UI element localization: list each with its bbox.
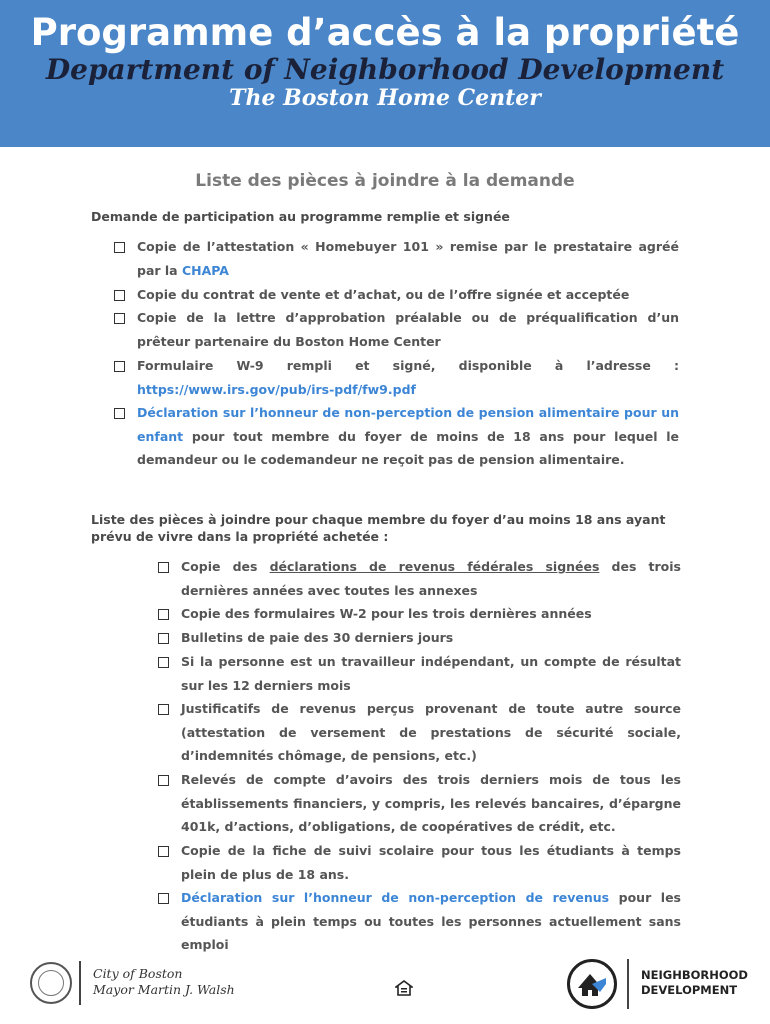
irs-link[interactable]: https://www.irs.gov/pub/irs-pdf/fw9.pdf xyxy=(137,381,416,397)
checkbox[interactable] xyxy=(158,562,169,573)
checkbox[interactable] xyxy=(114,313,125,324)
item-text: Bulletins de paie des 30 derniers jours xyxy=(181,630,454,645)
list-title: Liste des pièces à joindre à la demande xyxy=(195,171,575,191)
header-banner xyxy=(0,0,770,147)
city-info xyxy=(93,966,235,998)
neighborhood-development-logo-icon xyxy=(567,959,617,1009)
section1-heading: Demande de participation au programme remplie et signée xyxy=(91,209,510,224)
department-name: Department of Neighborhood Development xyxy=(45,53,725,86)
divider xyxy=(627,959,629,1009)
checkbox[interactable] xyxy=(114,361,125,372)
child-support-declaration-link[interactable]: Déclaration sur l’honneur de non-perception de pension alimentaire pour un enfant xyxy=(137,405,679,444)
item-text: Copie des formulaires W-2 pour les trois dernières années xyxy=(181,606,592,621)
city-name: City of Boston xyxy=(93,966,183,981)
mayor-name: Mayor Martin J. Walsh xyxy=(93,982,235,997)
list-item xyxy=(181,555,681,602)
checkbox[interactable] xyxy=(114,290,125,301)
list-item xyxy=(181,626,681,650)
list-item xyxy=(181,768,681,839)
neighborhood-development-wordmark xyxy=(641,968,748,998)
item-text: Relevés de compte d’avoirs des trois derniers mois de tous les établissements financiers, y compris, les relevés bancaires, d’épargne 401k, d’actions, d’obligations, de coopératives de crédit, etc. xyxy=(181,772,681,834)
checkbox[interactable] xyxy=(158,657,169,668)
list-item xyxy=(181,839,681,886)
item-text: pour tout membre du foyer de moins de 18 ans pour lequel le demandeur ou le codemandeur ne reçoit pas de pension alimentaire. xyxy=(137,428,679,467)
city-seal-icon xyxy=(30,962,72,1004)
nd-line-1: NEIGHBORHOOD xyxy=(641,968,748,982)
checkbox[interactable] xyxy=(114,242,125,253)
checkbox[interactable] xyxy=(158,775,169,786)
checkbox[interactable] xyxy=(158,893,169,904)
list-item xyxy=(181,602,681,626)
item-text: Si la personne est un travailleur indépendant, un compte de résultat sur les 12 derniers mois xyxy=(181,654,681,693)
page-title: Programme d’accès à la propriété xyxy=(30,11,740,54)
checkbox[interactable] xyxy=(158,633,169,644)
center-name: The Boston Home Center xyxy=(229,85,541,111)
income-declaration-link[interactable]: Déclaration sur l’honneur de non-perception de revenus xyxy=(181,890,610,905)
list-item xyxy=(137,283,679,307)
nd-line-2: DEVELOPMENT xyxy=(641,983,738,997)
tax-returns-link[interactable]: déclarations de revenus fédérales signées xyxy=(269,559,600,574)
checkbox[interactable] xyxy=(158,704,169,715)
item-text: Justificatifs de revenus perçus provenant de toute autre source (attestation de versement de prestations de sécurité sociale, d’indemnités chômage, de pensions, etc.) xyxy=(181,701,681,763)
list-item xyxy=(181,886,681,957)
item-text: Copie de l’attestation « Homebuyer 101 » remise par le prestataire agréé par la xyxy=(137,239,679,278)
checkbox[interactable] xyxy=(158,846,169,857)
item-text: pour les étudiants à plein temps ou toutes les personnes actuellement sans emploi xyxy=(181,890,681,952)
list-item xyxy=(137,354,679,401)
item-text: Copie des xyxy=(181,559,270,574)
divider xyxy=(79,961,81,1005)
list-item xyxy=(137,235,679,282)
list-item xyxy=(181,697,681,768)
list-item xyxy=(181,650,681,697)
item-text: Copie du contrat de vente et d’achat, ou de l’offre signée et acceptée xyxy=(137,287,630,302)
list-item xyxy=(137,306,679,353)
checkbox[interactable] xyxy=(158,609,169,620)
item-text: Copie de la lettre d’approbation préalable ou de préqualification d’un prêteur partenaire du Boston Home Center xyxy=(137,310,679,349)
item-text: Formulaire W-9 rempli et signé, disponible à l’adresse : xyxy=(137,358,679,373)
item-text: des trois dernières années avec toutes les annexes xyxy=(181,559,681,598)
chapa-link[interactable]: CHAPA xyxy=(181,262,229,278)
equal-housing-icon xyxy=(395,980,413,998)
item-text: Copie de la fiche de suivi scolaire pour tous les étudiants à temps plein de plus de 18 ans. xyxy=(181,843,681,882)
list-item xyxy=(137,401,679,472)
checkbox[interactable] xyxy=(114,408,125,419)
section2-heading: Liste des pièces à joindre pour chaque membre du foyer d’au moins 18 ans ayant prévu de vivre dans la propriété achetée : xyxy=(91,512,666,544)
